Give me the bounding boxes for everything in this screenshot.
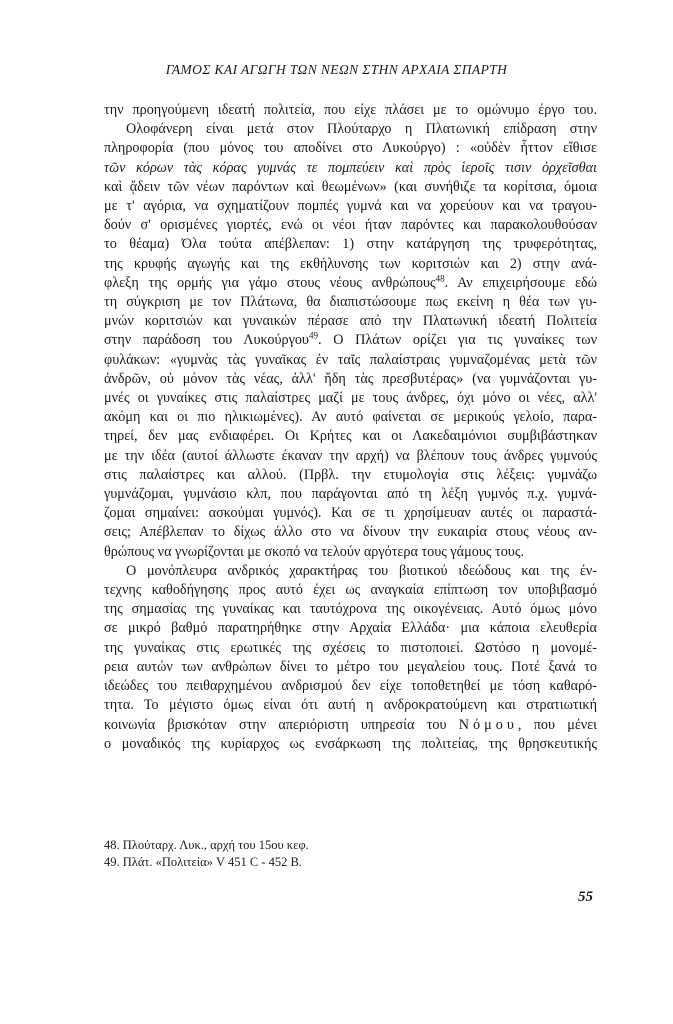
text-line: στις παλαίστρες και αλλού. (Πρβλ. την ετυμολογία στις λέξεις: γυμνάζω	[104, 466, 597, 483]
text-line: μνών κοριτσιών και γυναικών πέρασε από την Πλατωνική ιδεατή Πολιτεία	[104, 313, 597, 330]
text-line: καὶ ᾄδειν τῶν νέων παρόντων καὶ θεωμένων» (και συνήθιζε τα κορίτσια, όμοια	[104, 178, 597, 195]
text-line: ο μοναδικός της κυρίαρχος ως ενσάρκωση της πολιτείας, της θρησκευτικής	[104, 735, 597, 752]
text-line: Ο μονόπλευρα ανδρικός χαρακτήρας του βιοτικού ιδεώδους και της έν-	[126, 562, 597, 579]
text-line: ακόμη και οι πιο ηλικιωμένες). Αν αυτό φαίνεται σε μερικούς γελοίο, παρα-	[104, 409, 597, 426]
text-line: με τ' αγόρια, να σχηματίζουν πομπές γυμνά και να χορεύουν και να τραγου-	[104, 198, 597, 215]
text-line: της κρυφής αγωγής και της εκθήλυνσης των κοριτσιών και 2) στην ανά-	[104, 255, 597, 272]
text-line: ἀνδρῶν, οὐ μόνον τὰς νέας, ἀλλ' ἤδη τὰς πρεσβυτέρας» (να γυμνάζονται γυ-	[104, 370, 597, 387]
text-line: θρώπους να γνωρίζονται με σκοπό να τελούν αργότερα τους γάμους τους.	[104, 543, 524, 560]
text-segment: φλεξη της ορμής για γάμο στους νέους ανθρώπους	[104, 274, 436, 291]
text-segment: . Αν επιχειρήσουμε εδώ	[444, 274, 597, 291]
text-line: φυλάκων: «γυμνὰς τὰς γυναῖκας ἐν ταῖς παλαίστραις γυμναζομένας μετὰ τῶν	[104, 351, 597, 368]
running-header: ΓΑΜΟΣ ΚΑΙ ΑΓΩΓΗ ΤΩΝ ΝΕΩΝ ΣΤΗΝ ΑΡΧΑΙΑ ΣΠΑΡΤΗ	[165, 62, 508, 77]
text-line: της γυναίκας στις ερωτικές της σχέσεις το πιστοποιεί. Ωστόσο η μονομέ-	[104, 639, 597, 656]
text-segment: , που μένει	[517, 716, 597, 733]
text-line: πληροφορία (που μόνος του αποδίνει στο Λυκούργο) : «οὐδὲν ἧττον εἴθισε	[104, 140, 597, 157]
body-text	[104, 101, 597, 754]
text-segment: στην παράδοση του Λυκούργου	[104, 332, 309, 349]
text-line: τεχνης καθοδήγησης προς αυτό έχει ως αναγκαία επίπτωση τον υποβιβασμό	[104, 582, 597, 599]
text-line: της σημασίας της γυναίκας και ταυτόχρονα της οικογένειας. Αυτό όμως μόνο	[104, 601, 597, 618]
text-line: σεις; Απέβλεπαν το δίχως άλλο στο να δίνουν την ευκαιρία στους νέους αν-	[104, 524, 597, 541]
footnote-49: 49. Πλάτ. «Πολιτεία» V 451 C - 452 B.	[104, 855, 302, 869]
text-line: με την ιδέα (αυτοί άλλωστε έκαναν την αρχή) να βλέπουν τους άνδρες γυμνούς	[104, 447, 597, 464]
footnote-ref-48: 48	[435, 273, 445, 284]
text-line	[104, 331, 597, 350]
text-line: τη σύγκριση με τον Πλάτωνα, θα διαπιστώσουμε πως εκείνη η θέα των γυ-	[104, 294, 597, 311]
page-number: 55	[578, 889, 593, 905]
text-line: τῶν κόρων τὰς κόρας γυμνάς τε πομπεύειν καὶ πρὸς ἱεροῖς τισιν ὀρχεῖσθαι	[104, 159, 597, 176]
text-line: τητα. Το μέγιστο όμως είναι ότι αυτή η ανδροκρατούμενη και στρατιωτική	[104, 697, 597, 714]
footnote-48: 48. Πλούταρχ. Λυκ., αρχή του 15ου κεφ.	[104, 838, 309, 852]
text-line: γυμνάζομαι, γυμνάσιο κλπ, που παράγονται από τη λέξη γυμνός π.χ. γυμνά-	[104, 486, 597, 503]
footnote-ref-49: 49	[308, 330, 318, 341]
text-line	[104, 716, 597, 735]
text-line: την προηγούμενη ιδεατή πολιτεία, που είχε πλάσει με το ομώνυμο έργο του.	[104, 102, 597, 118]
text-line: δούν σ' ορισμένες γιορτές, ενώ οι νέοι ήταν παρόντες και παρακολουθούσαν	[104, 217, 597, 234]
text-line	[104, 274, 597, 293]
text-line: Ολοφάνερη είναι μετά στον Πλούταρχο η Πλατωνική επίδραση στην	[126, 121, 597, 138]
text-line: ζομαι σημαίνει: ασκούμαι γυμνός). Και σε τι χρησίμευαν αυτές οι παραστά-	[104, 505, 597, 522]
footnotes	[104, 837, 309, 871]
text-line: μνές οι γυναίκες στις παλαίστρες μαζί με τους άνδρες, όχι μόνο οι νέες, αλλ'	[104, 390, 597, 407]
text-line: το θέαμα) Όλα τούτα απέβλεπαν: 1) στην κατάργηση της τρυφερότητας,	[104, 236, 597, 253]
text-line: σε μικρό βαθμό παρατηρήθηκε στην Αρχαία Ελλάδα· μια κάποια ελευθερία	[104, 620, 597, 637]
text-line: ρεια αυτών των ανθρώπων δίνει το μέτρο του μεγαλείου τους. Ποτέ ξανά το	[104, 658, 597, 675]
text-line: τηρεί, δεν μας ενδιαφέρει. Οι Κρήτες και οι Λακεδαιμόνιοι συμβιβάστηκαν	[104, 428, 597, 445]
text-line: ιδεώδες του πειθαρχημένου ανδρισμού δεν είχε τοποθετηθεί με τόση καθαρό-	[104, 678, 597, 695]
text-segment: κοινωνία βρισκόταν στην απεριόριστη υπηρεσία του	[104, 716, 447, 733]
text-segment: . Ο Πλάτων ορίζει για τις γυναίκες των	[317, 332, 597, 349]
spaced-word: Νόμου	[458, 716, 518, 733]
